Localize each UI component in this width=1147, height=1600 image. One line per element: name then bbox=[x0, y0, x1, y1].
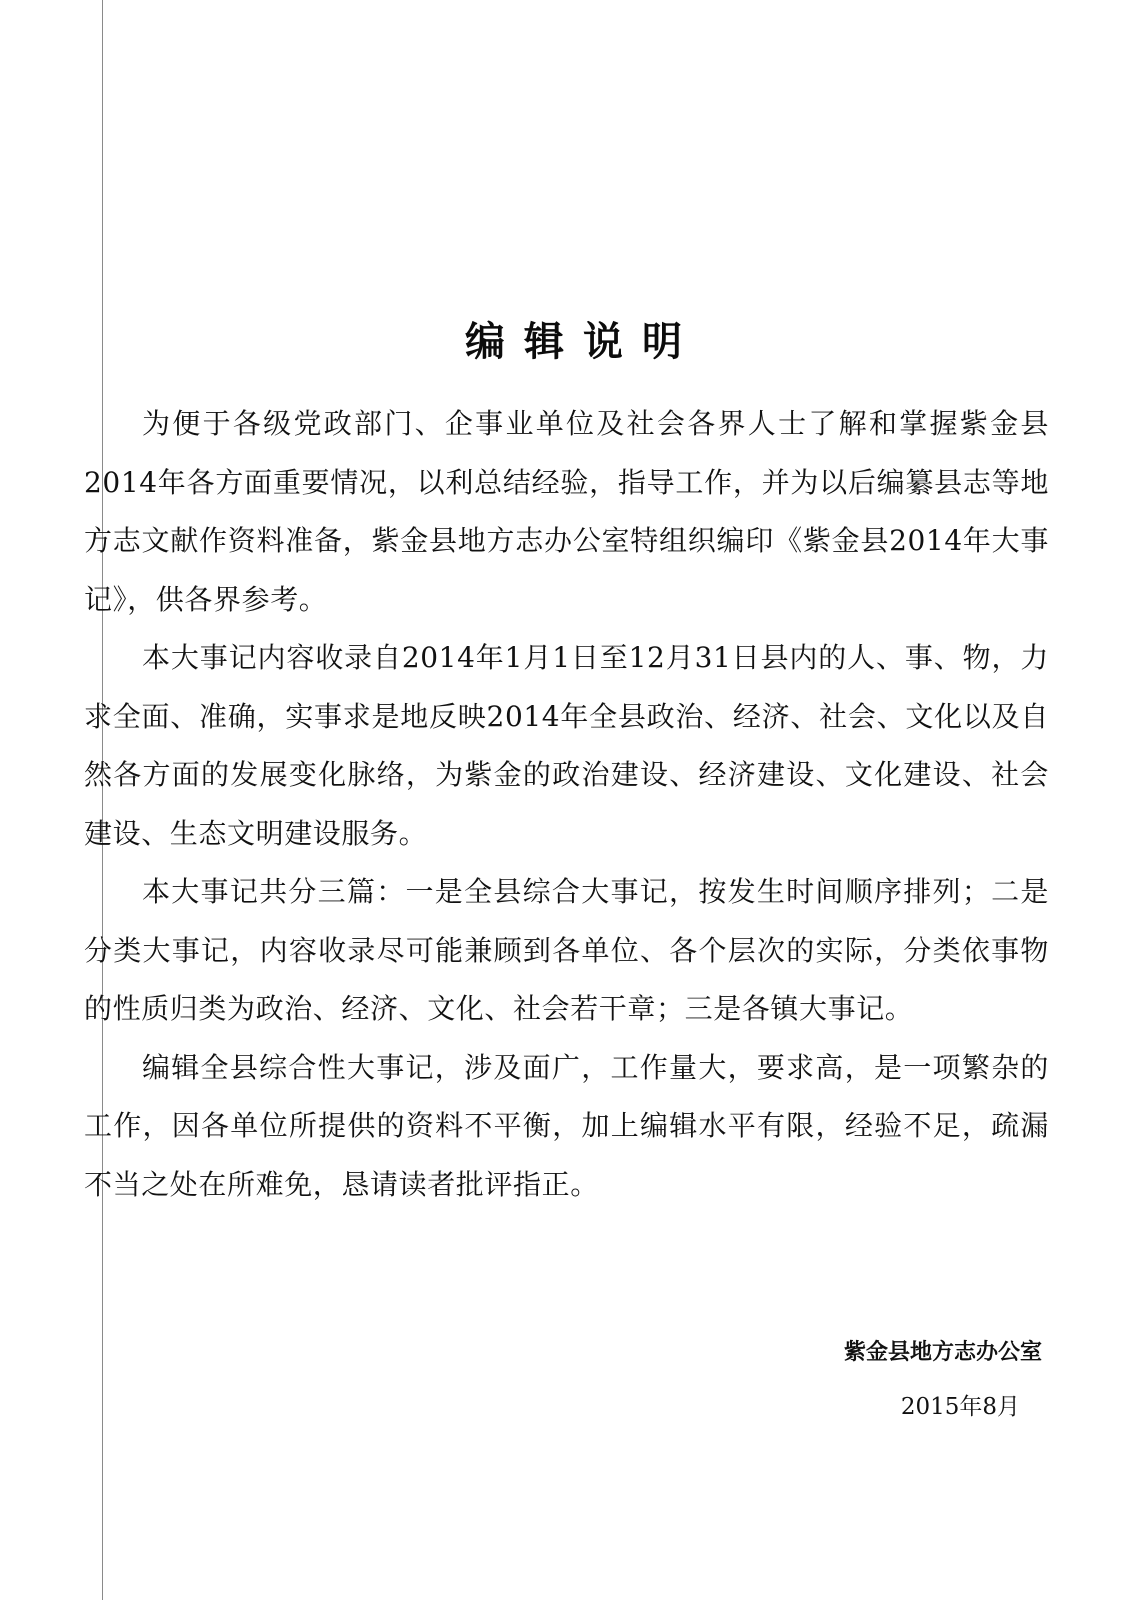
signature-organization: 紫金县地方志办公室 bbox=[843, 1339, 1042, 1365]
page-title: 编辑说明 bbox=[465, 318, 701, 365]
body-text bbox=[84, 395, 1049, 1214]
signature-block bbox=[844, 1325, 1042, 1435]
paragraph-scope: 本大事记内容收录自2014年1月1日至12月31日县内的人、事、物，力求全面、准确，实事求是地反映2014年全县政治、经济、社会、文化以及自然各方面的发展变化脉络，为紫金的政治建设、经济建设、文化建设、社会建设、生态文明建设服务。 bbox=[84, 641, 1049, 850]
paragraph-disclaimer: 编辑全县综合性大事记，涉及面广，工作量大，要求高，是一项繁杂的工作，因各单位所提供的资料不平衡，加上编辑水平有限，经验不足，疏漏不当之处在所难免，恳请读者批评指正。 bbox=[84, 1050, 1049, 1201]
signature-date: 2015年8月 bbox=[900, 1394, 1020, 1420]
paragraph-structure: 本大事记共分三篇：一是全县综合大事记，按发生时间顺序排列；二是分类大事记，内容收录尽可能兼顾到各单位、各个层次的实际，分类依事物的性质归类为政治、经济、文化、社会若干章；三是各镇大事记。 bbox=[84, 875, 1049, 1025]
paragraph-purpose: 为便于各级党政部门、企事业单位及社会各界人士了解和掌握紫金县2014年各方面重要情况，以利总结经验，指导工作，并为以后编纂县志等地方志文献作资料准备，紫金县地方志办公室特组织编印《紫金县2014年大事记》，供各界参考。 bbox=[84, 407, 1049, 616]
